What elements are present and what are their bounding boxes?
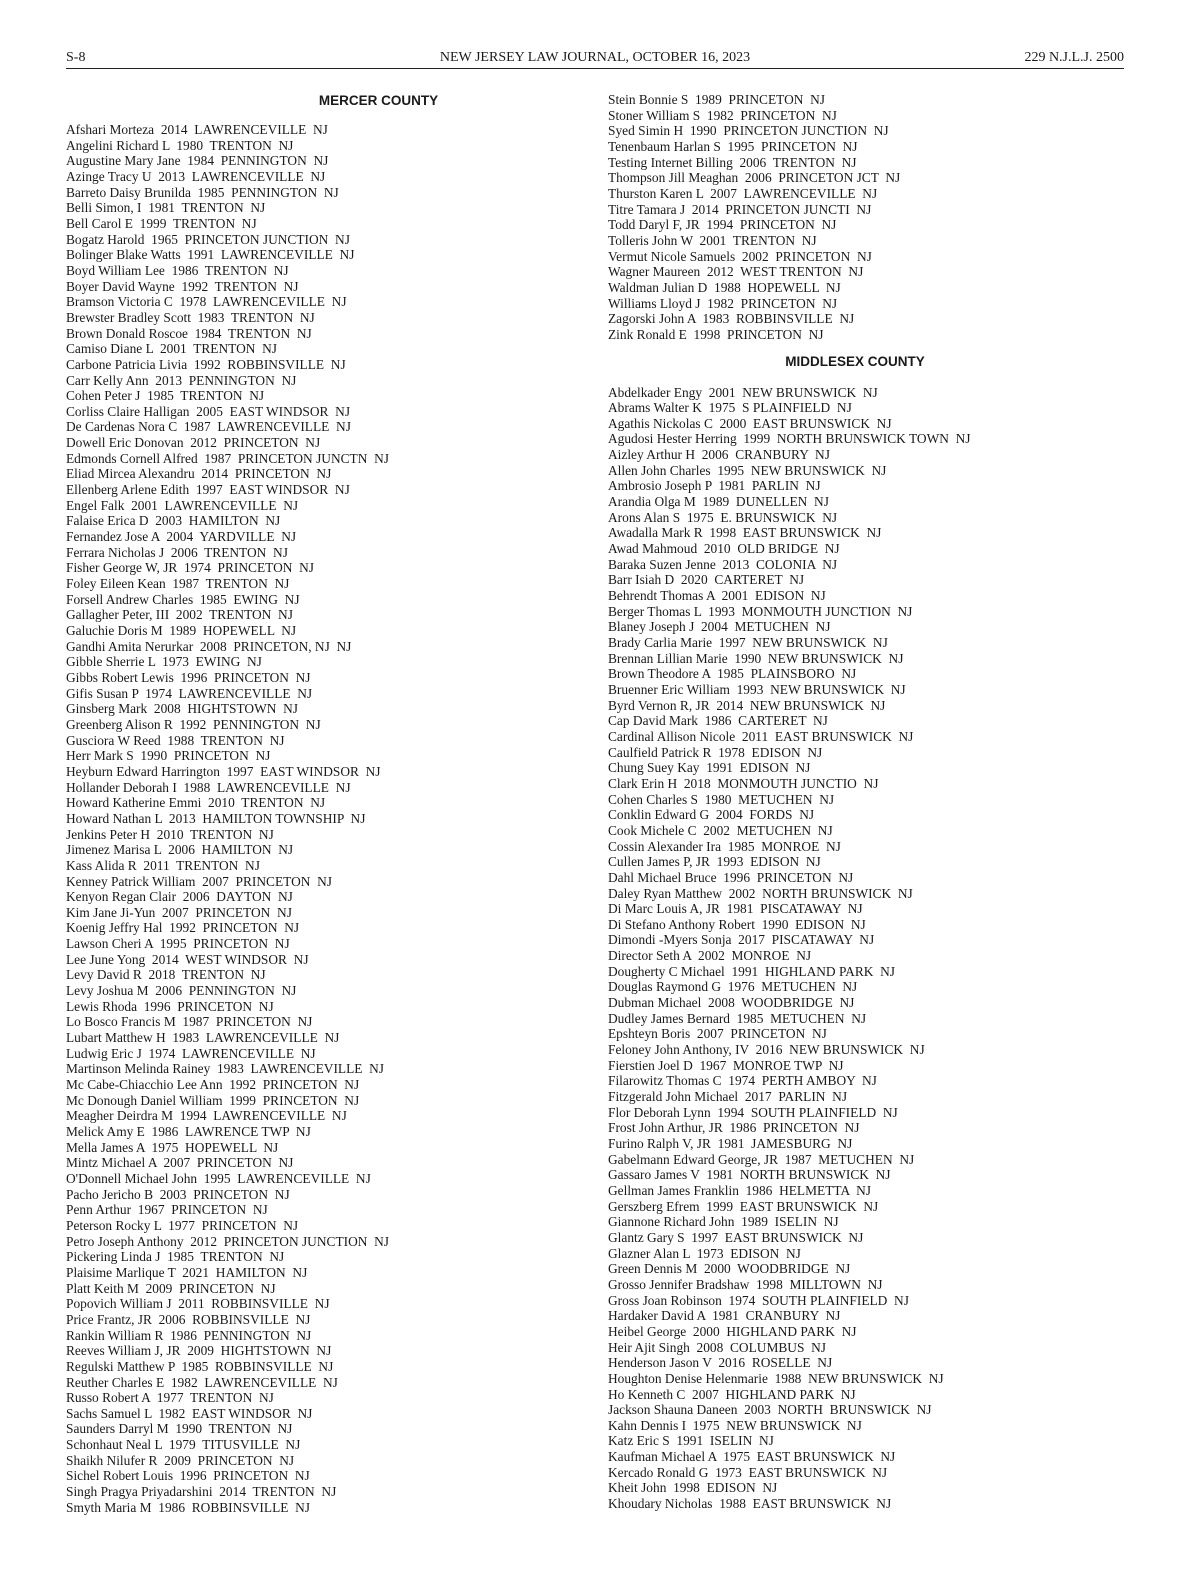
left-column (66, 92, 536, 1515)
list-item: Zagorski John A 1983 ROBBINSVILLE NJ (608, 311, 855, 327)
list-item: Glazner Alan L 1973 EDISON NJ (608, 1245, 801, 1261)
list-item: Bolinger Blake Watts 1991 LAWRENCEVILLE NJ (66, 247, 355, 263)
list-item: Fisher George W, JR 1974 PRINCETON NJ (66, 560, 314, 576)
list-item: Dimondi -Myers Sonja 2017 PISCATAWAY NJ (608, 932, 875, 948)
list-item: Schonhaut Neal L 1979 TITUSVILLE NJ (66, 1437, 301, 1453)
list-item: Grosso Jennifer Bradshaw 1998 MILLTOWN NJ (608, 1276, 883, 1292)
list-item: Dahl Michael Bruce 1996 PRINCETON NJ (608, 869, 854, 885)
list-item: Bell Carol E 1999 TRENTON NJ (66, 215, 257, 231)
list-item: Penn Arthur 1967 PRINCETON NJ (66, 1202, 268, 1218)
list-item: Daley Ryan Matthew 2002 NORTH BRUNSWICK NJ (608, 885, 913, 901)
list-item: Gassaro James V 1981 NORTH BRUNSWICK NJ (608, 1167, 891, 1183)
list-item: Mintz Michael A 2007 PRINCETON NJ (66, 1155, 294, 1171)
list-item: Melick Amy E 1986 LAWRENCE TWP NJ (66, 1124, 311, 1139)
list-item: Carbone Patricia Livia 1992 ROBBINSVILLE NJ (66, 356, 346, 372)
list-item: Ambrosio Joseph P 1981 PARLIN NJ (608, 478, 821, 494)
list-item: Saunders Darryl M 1990 TRENTON NJ (66, 1421, 293, 1437)
list-item: Gusciora W Reed 1988 TRENTON NJ (66, 732, 285, 748)
list-item: Brennan Lillian Marie 1990 NEW BRUNSWICK NJ (608, 650, 904, 666)
list-item: Feloney John Anthony, IV 2016 NEW BRUNSWICK NJ (608, 1042, 925, 1058)
list-item: O'Donnell Michael John 1995 LAWRENCEVILLE NJ (66, 1170, 371, 1186)
list-item: Pickering Linda J 1985 TRENTON NJ (66, 1249, 285, 1265)
list-item: Allen John Charles 1995 NEW BRUNSWICK NJ (608, 462, 887, 478)
list-item: Kenyon Regan Clair 2006 DAYTON NJ (66, 889, 293, 905)
list-item: Kim Jane Ji-Yun 2007 PRINCETON NJ (66, 904, 292, 920)
list-item: Ginsberg Mark 2008 HIGHTSTOWN NJ (66, 701, 298, 717)
list-item: Giannone Richard John 1989 ISELIN NJ (608, 1214, 839, 1230)
list-item: Gallagher Peter, III 2002 TRENTON NJ (66, 607, 293, 623)
list-item: Berger Thomas L 1993 MONMOUTH JUNCTION NJ (608, 603, 913, 619)
list-item: Kaufman Michael A 1975 EAST BRUNSWICK NJ (608, 1449, 896, 1465)
list-item: Gibble Sherrie L 1973 EWING NJ (66, 654, 262, 670)
list-item: Gandhi Amita Nerurkar 2008 PRINCETON, NJ NJ (66, 638, 352, 654)
list-item: Falaise Erica D 2003 HAMILTON NJ (66, 513, 281, 529)
list-item: Kenney Patrick William 2007 PRINCETON NJ (66, 873, 333, 889)
list-item: Price Frantz, JR 2006 ROBBINSVILLE NJ (66, 1311, 311, 1327)
list-item: Thurston Karen L 2007 LAWRENCEVILLE NJ (608, 185, 878, 201)
list-item: Vermut Nicole Samuels 2002 PRINCETON NJ (608, 248, 872, 264)
list-item: Ferrara Nicholas J 2006 TRENTON NJ (66, 544, 288, 560)
list-item: Smyth Maria M 1986 ROBBINSVILLE NJ (66, 1499, 311, 1515)
list-item: Peterson Rocky L 1977 PRINCETON NJ (66, 1217, 299, 1233)
list-item: Abrams Walter K 1975 S PLAINFIELD NJ (608, 400, 852, 416)
list-item: Aizley Arthur H 2006 CRANBURY NJ (608, 447, 830, 463)
list-item: Barreto Daisy Brunilda 1985 PENNINGTON NJ (66, 184, 339, 200)
list-item: Lee June Yong 2014 WEST WINDSOR NJ (66, 951, 309, 967)
list-item: Jimenez Marisa L 2006 HAMILTON NJ (66, 842, 294, 858)
list-item: Tolleris John W 2001 TRENTON NJ (608, 232, 817, 248)
list-item: Eliad Mircea Alexandru 2014 PRINCETON NJ (66, 466, 332, 482)
list-item: Dudley James Bernard 1985 METUCHEN NJ (608, 1010, 867, 1026)
list-item: Russo Robert A 1977 TRENTON NJ (66, 1390, 274, 1406)
list-item: Waldman Julian D 1988 HOPEWELL NJ (608, 279, 841, 295)
list-item: Boyd William Lee 1986 TRENTON NJ (66, 262, 289, 278)
list-item: Baraka Suzen Jenne 2013 COLONIA NJ (608, 556, 838, 572)
list-item: Kercado Ronald G 1973 EAST BRUNSWICK NJ (608, 1464, 888, 1480)
list-item: Byrd Vernon R, JR 2014 NEW BRUNSWICK NJ (608, 697, 886, 713)
middlesex-county-heading: MIDDLESEX COUNTY (785, 353, 925, 369)
list-item: Bogatz Harold 1965 PRINCETON JUNCTION NJ (66, 231, 350, 247)
list-item: Singh Pragya Priyadarshini 2014 TRENTON NJ (66, 1484, 337, 1500)
list-item: Arandia Olga M 1989 DUNELLEN NJ (608, 494, 829, 510)
list-item: Abdelkader Engy 2001 NEW BRUNSWICK NJ (608, 384, 878, 400)
list-item: Brewster Bradley Scott 1983 TRENTON NJ (66, 309, 315, 325)
list-item: Gellman James Franklin 1986 HELMETTA NJ (608, 1182, 871, 1198)
list-item: Wagner Maureen 2012 WEST TRENTON NJ (608, 264, 864, 280)
list-item: Foley Eileen Kean 1987 TRENTON NJ (66, 576, 290, 592)
citation: 229 N.J.L.J. 2500 (1024, 50, 1124, 65)
list-item: Shaikh Nilufer R 2009 PRINCETON NJ (66, 1452, 295, 1468)
list-item: Galuchie Doris M 1989 HOPEWELL NJ (66, 623, 297, 638)
list-item: Koenig Jeffry Hal 1992 PRINCETON NJ (66, 920, 300, 936)
list-item: Edmonds Cornell Alfred 1987 PRINCETON JUNCTN NJ (66, 450, 389, 466)
page-header (66, 48, 1124, 69)
list-item: Meagher Deirdra M 1994 LAWRENCEVILLE NJ (66, 1108, 347, 1124)
list-item: Katz Eric S 1991 ISELIN NJ (608, 1433, 774, 1449)
list-item: Sachs Samuel L 1982 EAST WINDSOR NJ (66, 1405, 313, 1421)
list-item: Pacho Jericho B 2003 PRINCETON NJ (66, 1186, 290, 1202)
mercer-county-heading: MERCER COUNTY (318, 93, 439, 108)
list-item: Heibel George 2000 HIGHLAND PARK NJ (608, 1323, 857, 1339)
list-item: Carr Kelly Ann 2013 PENNINGTON NJ (66, 372, 297, 388)
list-item: Testing Internet Billing 2006 TRENTON NJ (608, 154, 857, 170)
list-item: Filarowitz Thomas C 1974 PERTH AMBOY NJ (608, 1073, 877, 1089)
mercer-county-list-continued (608, 92, 1078, 343)
list-item: Levy David R 2018 TRENTON NJ (66, 967, 266, 983)
list-item: Popovich William J 2011 ROBBINSVILLE NJ (66, 1296, 330, 1312)
list-item: Hardaker David A 1981 CRANBURY NJ (608, 1308, 841, 1324)
list-item: Gross Joan Robinson 1974 SOUTH PLAINFIELD NJ (608, 1292, 909, 1308)
list-item: Stoner William S 1982 PRINCETON NJ (608, 107, 837, 123)
list-item: Ellenberg Arlene Edith 1997 EAST WINDSOR NJ (66, 482, 350, 498)
list-item: Douglas Raymond G 1976 METUCHEN NJ (608, 979, 858, 995)
list-item: Howard Nathan L 2013 HAMILTON TOWNSHIP NJ (66, 810, 366, 826)
list-item: Platt Keith M 2009 PRINCETON NJ (66, 1280, 276, 1296)
list-item: Bruenner Eric William 1993 NEW BRUNSWICK NJ (608, 681, 906, 697)
list-item: Thompson Jill Meaghan 2006 PRINCETON JCT NJ (608, 170, 901, 186)
list-item: Jackson Shauna Daneen 2003 NORTH BRUNSWICK NJ (608, 1402, 932, 1418)
list-item: Brady Carlia Marie 1997 NEW BRUNSWICK NJ (608, 635, 888, 650)
list-item: Regulski Matthew P 1985 ROBBINSVILLE NJ (66, 1358, 334, 1374)
mercer-county-list (66, 122, 536, 1515)
right-column (608, 92, 1078, 1512)
list-item: Cullen James P, JR 1993 EDISON NJ (608, 854, 821, 870)
list-item: Howard Katherine Emmi 2010 TRENTON NJ (66, 795, 326, 811)
list-item: Ho Kenneth C 2007 HIGHLAND PARK NJ (608, 1386, 856, 1402)
list-item: Heyburn Edward Harrington 1997 EAST WINDSOR NJ (66, 763, 381, 779)
list-item: Petro Joseph Anthony 2012 PRINCETON JUNCTION NJ (66, 1233, 389, 1249)
list-item: Agudosi Hester Herring 1999 NORTH BRUNSWICK TOWN NJ (608, 431, 971, 447)
list-item: Cossin Alexander Ira 1985 MONROE NJ (608, 838, 841, 854)
list-item: Kahn Dennis I 1975 NEW BRUNSWICK NJ (608, 1417, 862, 1433)
list-item: Augustine Mary Jane 1984 PENNINGTON NJ (66, 153, 329, 169)
list-item: Furino Ralph V, JR 1981 JAMESBURG NJ (608, 1136, 853, 1151)
list-item: Mc Cabe-Chiacchio Lee Ann 1992 PRINCETON NJ (66, 1077, 360, 1093)
list-item: Cohen Peter J 1985 TRENTON NJ (66, 388, 265, 404)
list-item: Conklin Edward G 2004 FORDS NJ (608, 807, 815, 823)
list-item: Dougherty C Michael 1991 HIGHLAND PARK NJ (608, 963, 896, 979)
list-item: Di Stefano Anthony Robert 1990 EDISON NJ (608, 916, 866, 932)
list-item: Henderson Jason V 2016 ROSELLE NJ (608, 1355, 833, 1371)
list-item: Herr Mark S 1990 PRINCETON NJ (66, 748, 271, 764)
list-item: De Cardenas Nora C 1987 LAWRENCEVILLE NJ (66, 419, 351, 435)
list-item: Behrendt Thomas A 2001 EDISON NJ (608, 588, 826, 604)
list-item: Brown Theodore A 1985 PLAINSBORO NJ (608, 666, 857, 682)
list-item: Fitzgerald John Michael 2017 PARLIN NJ (608, 1089, 848, 1105)
list-item: Khoudary Nicholas 1988 EAST BRUNSWICK NJ (608, 1496, 892, 1512)
list-item: Syed Simin H 1990 PRINCETON JUNCTION NJ (608, 123, 889, 139)
publication-title: NEW JERSEY LAW JOURNAL, OCTOBER 16, 2023 (439, 50, 751, 65)
list-item: Lewis Rhoda 1996 PRINCETON NJ (66, 998, 274, 1014)
list-item: Clark Erin H 2018 MONMOUTH JUNCTIO NJ (608, 775, 879, 791)
list-item: Lubart Matthew H 1983 LAWRENCEVILLE NJ (66, 1030, 340, 1046)
list-item: Stein Bonnie S 1989 PRINCETON NJ (608, 92, 825, 107)
list-item: Gifis Susan P 1974 LAWRENCEVILLE NJ (66, 685, 313, 701)
list-item: Houghton Denise Helenmarie 1988 NEW BRUNSWICK NJ (608, 1370, 944, 1386)
list-item: Caulfield Patrick R 1978 EDISON NJ (608, 744, 823, 760)
list-item: Angelini Richard L 1980 TRENTON NJ (66, 137, 294, 153)
list-item: Forsell Andrew Charles 1985 EWING NJ (66, 591, 300, 607)
list-item: Kheit John 1998 EDISON NJ (608, 1480, 778, 1496)
list-item: Cook Michele C 2002 METUCHEN NJ (608, 822, 833, 838)
list-item: Afshari Morteza 2014 LAWRENCEVILLE NJ (66, 122, 328, 137)
list-item: Corliss Claire Halligan 2005 EAST WINDSOR NJ (66, 403, 351, 419)
list-item: Camiso Diane L 2001 TRENTON NJ (66, 341, 278, 357)
list-item: Arons Alan S 1975 E. BRUNSWICK NJ (608, 509, 838, 525)
list-item: Lawson Cheri A 1995 PRINCETON NJ (66, 936, 290, 952)
list-item: Awadalla Mark R 1998 EAST BRUNSWICK NJ (608, 525, 882, 541)
list-item: Dowell Eric Donovan 2012 PRINCETON NJ (66, 435, 321, 451)
list-item: Barr Isiah D 2020 CARTERET NJ (608, 572, 805, 588)
list-item: Williams Lloyd J 1982 PRINCETON NJ (608, 295, 838, 311)
page-number: S-8 (66, 50, 86, 65)
list-item: Epshteyn Boris 2007 PRINCETON NJ (608, 1026, 827, 1042)
list-item: Fernandez Jose A 2004 YARDVILLE NJ (66, 529, 297, 545)
list-item: Agathis Nickolas C 2000 EAST BRUNSWICK NJ (608, 415, 892, 431)
list-item: Fierstien Joel D 1967 MONROE TWP NJ (608, 1057, 844, 1073)
list-item: Boyer David Wayne 1992 TRENTON NJ (66, 278, 299, 294)
list-item: Engel Falk 2001 LAWRENCEVILLE NJ (66, 497, 299, 513)
list-item: Heir Ajit Singh 2008 COLUMBUS NJ (608, 1339, 826, 1355)
list-item: Blaney Joseph J 2004 METUCHEN NJ (608, 619, 831, 635)
list-item: Gerszberg Efrem 1999 EAST BRUNSWICK NJ (608, 1198, 879, 1214)
list-item: Green Dennis M 2000 WOODBRIDGE NJ (608, 1261, 851, 1277)
list-item: Titre Tamara J 2014 PRINCETON JUNCTI NJ (608, 201, 872, 217)
list-item: Todd Daryl F, JR 1994 PRINCETON NJ (608, 217, 837, 233)
list-item: Zink Ronald E 1998 PRINCETON NJ (608, 326, 824, 342)
list-item: Tenenbaum Harlan S 1995 PRINCETON NJ (608, 138, 858, 154)
list-item: Azinge Tracy U 2013 LAWRENCEVILLE NJ (66, 168, 326, 184)
list-item: Ludwig Eric J 1974 LAWRENCEVILLE NJ (66, 1045, 316, 1061)
list-item: Hollander Deborah I 1988 LAWRENCEVILLE NJ (66, 779, 351, 795)
list-item: Brown Donald Roscoe 1984 TRENTON NJ (66, 325, 312, 341)
list-item: Chung Suey Kay 1991 EDISON NJ (608, 760, 811, 776)
list-item: Cardinal Allison Nicole 2011 EAST BRUNSWICK NJ (608, 728, 914, 744)
list-item: Flor Deborah Lynn 1994 SOUTH PLAINFIELD NJ (608, 1104, 898, 1120)
list-item: Kass Alida R 2011 TRENTON NJ (66, 857, 260, 873)
list-item: Frost John Arthur, JR 1986 PRINCETON NJ (608, 1120, 860, 1136)
list-item: Dubman Michael 2008 WOODBRIDGE NJ (608, 995, 855, 1011)
list-item: Reuther Charles E 1982 LAWRENCEVILLE NJ (66, 1374, 338, 1390)
list-item: Levy Joshua M 2006 PENNINGTON NJ (66, 983, 297, 999)
list-item: Cap David Mark 1986 CARTERET NJ (608, 713, 828, 729)
list-item: Gabelmann Edward George, JR 1987 METUCHEN NJ (608, 1151, 915, 1167)
list-item: Glantz Gary S 1997 EAST BRUNSWICK NJ (608, 1229, 864, 1245)
list-item: Reeves William J, JR 2009 HIGHTSTOWN NJ (66, 1343, 332, 1359)
list-item: Awad Mahmoud 2010 OLD BRIDGE NJ (608, 541, 840, 557)
list-item: Cohen Charles S 1980 METUCHEN NJ (608, 791, 835, 807)
list-item: Mella James A 1975 HOPEWELL NJ (66, 1139, 279, 1155)
list-item: Bramson Victoria C 1978 LAWRENCEVILLE NJ (66, 294, 347, 310)
list-item: Jenkins Peter H 2010 TRENTON NJ (66, 826, 274, 842)
list-item: Rankin William R 1986 PENNINGTON NJ (66, 1327, 312, 1343)
list-item: Plaisime Marlique T 2021 HAMILTON NJ (66, 1264, 308, 1280)
middlesex-county-list (608, 385, 1078, 1512)
list-item: Martinson Melinda Rainey 1983 LAWRENCEVILLE NJ (66, 1061, 385, 1077)
list-item: Sichel Robert Louis 1996 PRINCETON NJ (66, 1468, 310, 1484)
list-item: Mc Donough Daniel William 1999 PRINCETON NJ (66, 1092, 360, 1108)
list-item: Di Marc Louis A, JR 1981 PISCATAWAY NJ (608, 901, 863, 917)
list-item: Belli Simon, I 1981 TRENTON NJ (66, 200, 266, 216)
list-item: Lo Bosco Francis M 1987 PRINCETON NJ (66, 1014, 313, 1030)
list-item: Gibbs Robert Lewis 1996 PRINCETON NJ (66, 669, 311, 685)
list-item: Director Seth A 2002 MONROE NJ (608, 948, 812, 964)
list-item: Greenberg Alison R 1992 PENNINGTON NJ (66, 716, 321, 732)
